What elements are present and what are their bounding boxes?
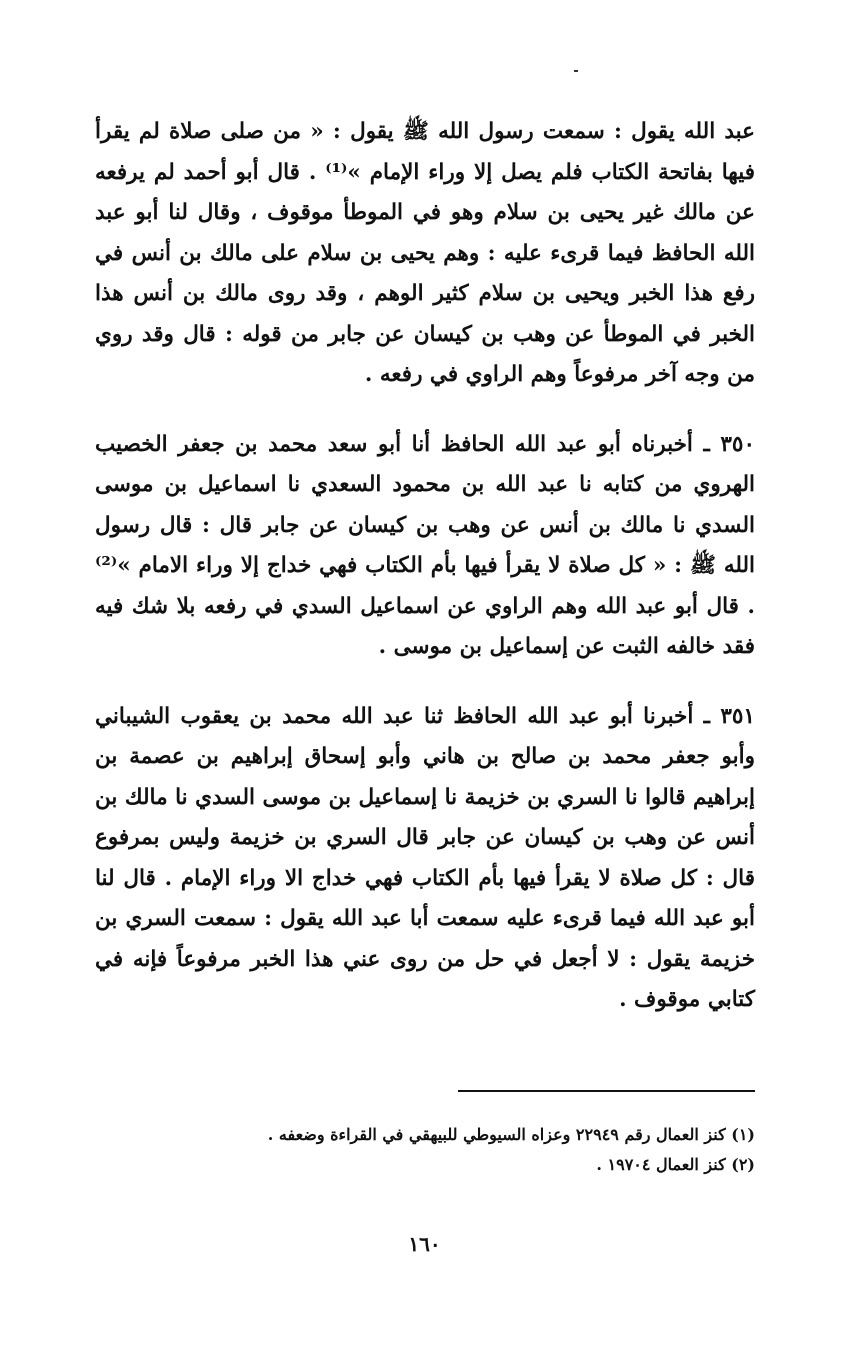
paragraph-351	[95, 697, 755, 1021]
main-text	[95, 112, 755, 1021]
paragraph-continuation	[95, 112, 755, 396]
paragraph-text: أخبرناه أبو عبد الله الحافظ أنا أبو سعد محمد بن جعفر الخصيب الهروي من كتابه نا عبد الله بن محمود السعدي نا اسماعيل بن موسى السدي نا مالك بن أنس عن وهب بن كيسان عن جابر قال : قال رسول الله ﷺ : « كل صلاة لا يقرأ فيها بأم الكتاب فهي خداج إلا وراء الامام »⁽²⁾ . قال أبو عبد الله وهم الراوي عن اسماعيل السدي في رفعه بلا شك فيه فقد خالفه الثبت عن إسماعيل بن موسى .	[95, 431, 755, 659]
footnote-2: (٢) كنز العمال ١٩٧٠٤ .	[596, 1155, 755, 1174]
hadith-number: ٣٥٠ ـ	[703, 431, 755, 457]
footnote-divider	[458, 1090, 755, 1092]
paragraph-text: أخبرنا أبو عبد الله الحافظ ثنا عبد الله محمد بن يعقوب الشيباني وأبو جعفر محمد بن صالح بن هاني وأبو إسحاق إبراهيم بن عصمة بن إبراهيم قالوا نا السري بن خزيمة نا إسماعيل بن موسى السدي نا مالك بن أنس عن وهب بن كيسان عن جابر قال السري بن خزيمة وليس بمرفوع قال : كل صلاة لا يقرأ فيها بأم الكتاب فهي خداج الا وراء الإمام . قال لنا أبو عبد الله فيما قرىء عليه سمعت أبا عبد الله يقول : سمعت السري بن خزيمة يقول : لا أجعل في حل من روى عني هذا الخبر مرفوعاً فإنه في كتابي موقوف .	[95, 703, 755, 1012]
ink-speck	[574, 70, 578, 72]
paragraph-350	[95, 425, 755, 668]
paragraph-text: عبد الله يقول : سمعت رسول الله ﷺ يقول : « من صلى صلاة لم يقرأ فيها بفاتحة الكتاب فلم يصل إلا وراء الإمام »⁽¹⁾ . قال أبو أحمد لم يرفعه عن مالك غير يحيى بن سلام وهو في الموطأ موقوف ، وقال لنا أبو عبد الله الحافظ فيما قرىء عليه : وهم يحيى بن سلام على مالك بن أنس في رفع هذا الخبر ويحيى بن سلام كثير الوهم ، وقد روى مالك بن أنس هذا الخبر في الموطأ عن وهب بن كيسان عن جابر من قوله : قال وقد روي من وجه آخر مرفوعاً وهم الراوي في رفعه .	[95, 119, 755, 387]
hadith-number: ٣٥١ ـ	[703, 703, 755, 729]
footnote-1: (١) كنز العمال رقم ٢٢٩٤٩ وعزاه السيوطي للبيهقي في القراءة وضعفه .	[267, 1125, 755, 1144]
page-number: ١٦٠	[408, 1232, 441, 1256]
footnotes	[95, 1120, 755, 1180]
